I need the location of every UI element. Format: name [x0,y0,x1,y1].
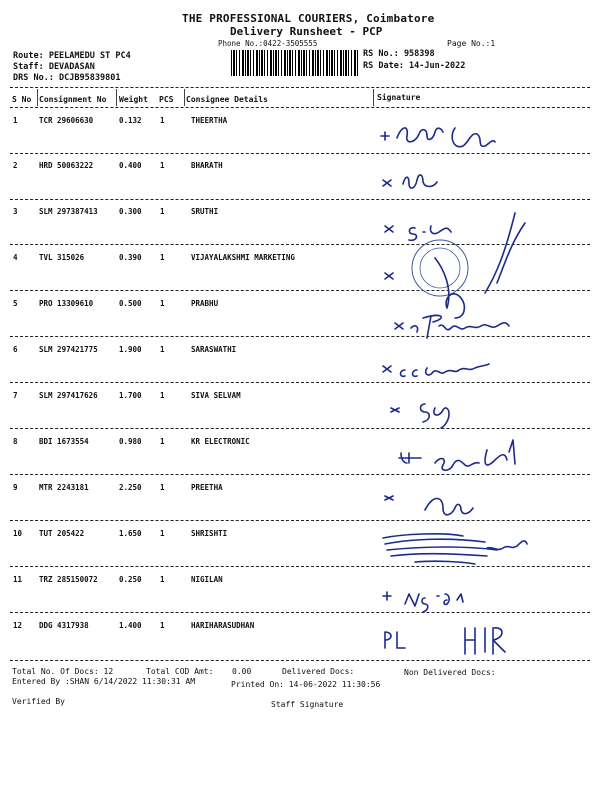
row-pcs: 1 [160,116,165,125]
row-sno: 2 [13,161,18,170]
delivered-docs: Delivered Docs: [282,667,355,676]
row-consignment: SLM 297417626 [39,391,98,400]
row-pcs: 1 [160,207,165,216]
row-weight: 1.700 [119,391,142,400]
row-pcs: 1 [160,437,165,446]
row-consignee: PRABHU [191,299,219,308]
row-sno: 8 [13,437,18,446]
phone-number: Phone No.:0422-3505555 [218,39,318,48]
row-consignee: VIJAYALAKSHMI MARKETING [191,253,295,262]
row-sno: 7 [13,391,18,400]
total-docs: Total No. Of Docs: 12 [12,667,114,676]
row-pcs: 1 [160,621,165,630]
row-pcs: 1 [160,161,165,170]
row-weight: 0.250 [119,575,142,584]
row-sno: 10 [13,529,23,538]
row-sno: 5 [13,299,18,308]
row-sno: 3 [13,207,18,216]
row-weight: 1.650 [119,529,142,538]
col-consignee: Consignee Details [186,95,268,104]
row-consignment: BDI 1673554 [39,437,89,446]
row-weight: 0.390 [119,253,142,262]
row-consignment: DDG 4317938 [39,621,89,630]
row-weight: 1.400 [119,621,142,630]
row-consignee: HARIHARASUDHAN [191,621,255,630]
col-signature: Signature [377,93,421,102]
rs-number: RS No.: 958398 [363,49,435,59]
col-divider [184,89,185,106]
row-consignee: PREETHA [191,483,223,492]
barcode [231,50,359,76]
row-consignment: PRO 13309610 [39,299,94,308]
row-consignee: SRUTHI [191,207,219,216]
col-pcs: PCS [159,95,174,104]
page-number: Page No.:1 [447,39,496,48]
row-consignment: TUT 205422 [39,529,85,538]
row-consignee: KR ELECTRONIC [191,437,250,446]
total-cod-value: 0.00 [232,667,252,676]
row-consignment: SLM 297421775 [39,345,98,354]
row-consignment: SLM 297387413 [39,207,98,216]
col-consignment: Consignment No [39,95,107,104]
row-weight: 2.250 [119,483,142,492]
row-pcs: 1 [160,345,165,354]
row-sno: 12 [13,621,23,630]
row-consignee: SHRISHTI [191,529,228,538]
row-consignment: TVL 315026 [39,253,85,262]
row-sno: 4 [13,253,18,262]
runsheet-title: Delivery Runsheet - PCP [230,25,383,38]
row-sno: 6 [13,345,18,354]
company-title: THE PROFESSIONAL COURIERS, Coimbatore [182,12,435,25]
row-consignee: NIGILAN [191,575,223,584]
drs-number: DRS No.: DCJB95839801 [13,73,121,83]
row-pcs: 1 [160,391,165,400]
row-pcs: 1 [160,253,165,262]
row-consignee: BHARATH [191,161,223,170]
row-pcs: 1 [160,483,165,492]
staff-signature: Staff Signature [271,700,344,709]
row-consignment: HRD 50063222 [39,161,94,170]
total-cod-label: Total COD Amt: [146,667,214,676]
rs-date: RS Date: 14-Jun-2022 [363,61,466,71]
row-weight: 0.500 [119,299,142,308]
row-pcs: 1 [160,299,165,308]
row-pcs: 1 [160,575,165,584]
route-label: Route: PEELAMEDU ST PC4 [13,51,131,61]
entered-by: Entered By :SHAN 6/14/2022 11:30:31 AM [12,677,196,686]
row-pcs: 1 [160,529,165,538]
printed-on: Printed On: 14-06-2022 11:30:56 [231,680,381,689]
row-consignee: SIVA SELVAM [191,391,241,400]
row-consignee: SARASWATHI [191,345,237,354]
row-weight: 0.132 [119,116,142,125]
table-top-rule [10,87,590,88]
row-consignment: MTR 2243181 [39,483,89,492]
non-delivered-docs: Non Delivered Docs: [404,668,496,677]
col-weight: Weight [119,95,148,104]
row-sno: 11 [13,575,23,584]
handwritten-signatures [375,108,585,668]
staff-label: Staff: DEVADASAN [13,62,95,72]
row-weight: 0.400 [119,161,142,170]
row-consignment: TRZ 285150072 [39,575,98,584]
row-weight: 0.980 [119,437,142,446]
col-divider [373,89,374,106]
col-divider [116,89,117,106]
row-sno: 9 [13,483,18,492]
col-divider [37,89,38,106]
row-consignee: THEERTHA [191,116,228,125]
row-sno: 1 [13,116,18,125]
row-weight: 1.900 [119,345,142,354]
row-consignment: TCR 29606630 [39,116,94,125]
col-sno: S No [12,95,32,104]
verified-by: Verified By [12,697,65,706]
row-weight: 0.300 [119,207,142,216]
